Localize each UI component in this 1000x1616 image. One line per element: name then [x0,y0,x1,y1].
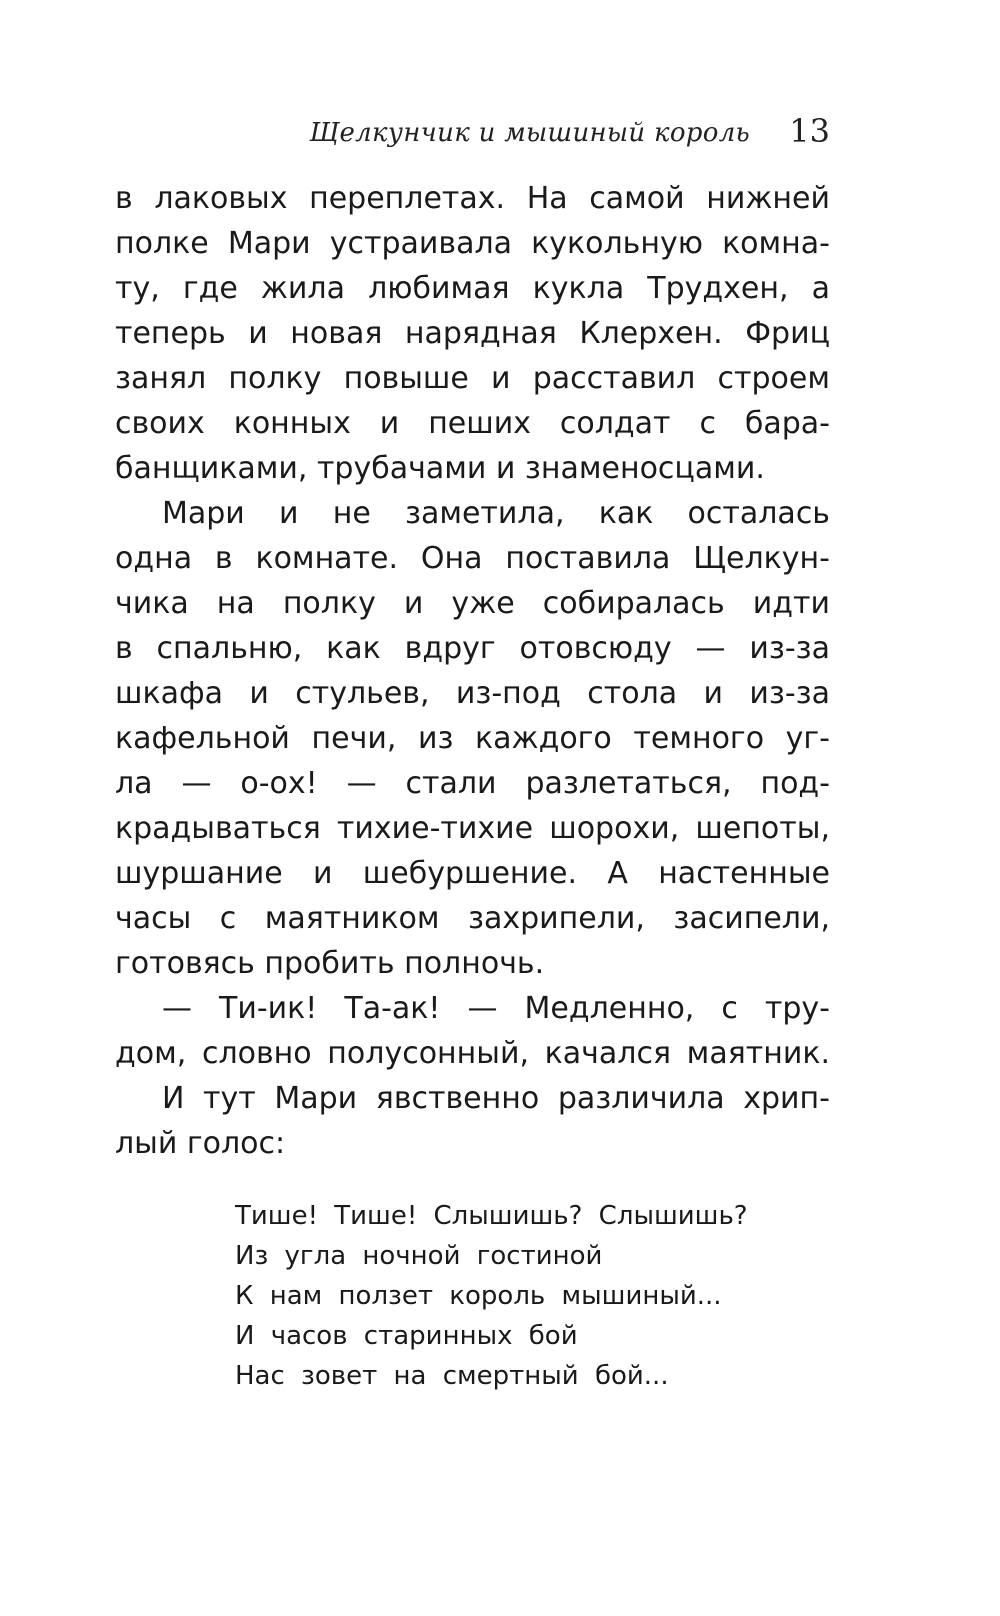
verse-line: К нам ползет король мышиный... [235,1281,722,1311]
text-line: И тут Мари явственно различила хрип- [162,1081,830,1116]
running-head [115,112,830,162]
text-line: шкафа и стульев, из-под стола и из-за [115,676,830,711]
text-line: своих конных и пеших солдат с бара- [115,406,830,441]
verse-line: Из угла ночной гостиной [235,1241,603,1271]
text-line: дом, словно полусонный, качался маятник. [115,1036,830,1071]
text-line: в спальню, как вдруг отовсюду — из-за [115,631,830,666]
text-line: ла — о-ох! — стали разлетаться, под- [115,766,830,801]
text-line: Мари и не заметила, как осталась [162,496,830,531]
text-line: в лаковых переплетах. На самой нижней [115,181,830,216]
text-line: полке Мари устраивала кукольную комна- [115,226,830,261]
verse-line: Тише! Тише! Слышишь? Слышишь? [235,1201,748,1231]
text-line: крадываться тихие-тихие шорохи, шепоты, [115,811,830,846]
text-line: занял полку повыше и расставил строем [115,361,830,396]
page-number: 13 [789,112,830,150]
text-line: лый голос: [115,1126,286,1161]
text-line: — Ти-ик! Та-ак! — Медленно, с тру- [162,991,830,1026]
text-line: теперь и новая нарядная Клерхен. Фриц [115,316,830,351]
verse-line: Нас зовет на смертный бой... [235,1361,669,1391]
text-line: чика на полку и уже собиралась идти [115,586,830,621]
running-title: Щелкунчик и мышиный король [309,118,750,148]
text-line: часы с маятником захрипели, засипели, [115,901,830,936]
text-line: банщиками, трубачами и знаменосцами. [115,451,765,486]
text-line: ту, где жила любимая кукла Трудхен, а [115,271,830,306]
text-line: кафельной печи, из каждого темного уг- [115,721,830,756]
text-line: шуршание и шебуршение. А настенные [115,856,830,891]
verse-line: И часов старинных бой [235,1321,578,1351]
text-line: одна в комнате. Она поставила Щелкун- [115,541,830,576]
text-line: готовясь пробить полночь. [115,946,545,981]
